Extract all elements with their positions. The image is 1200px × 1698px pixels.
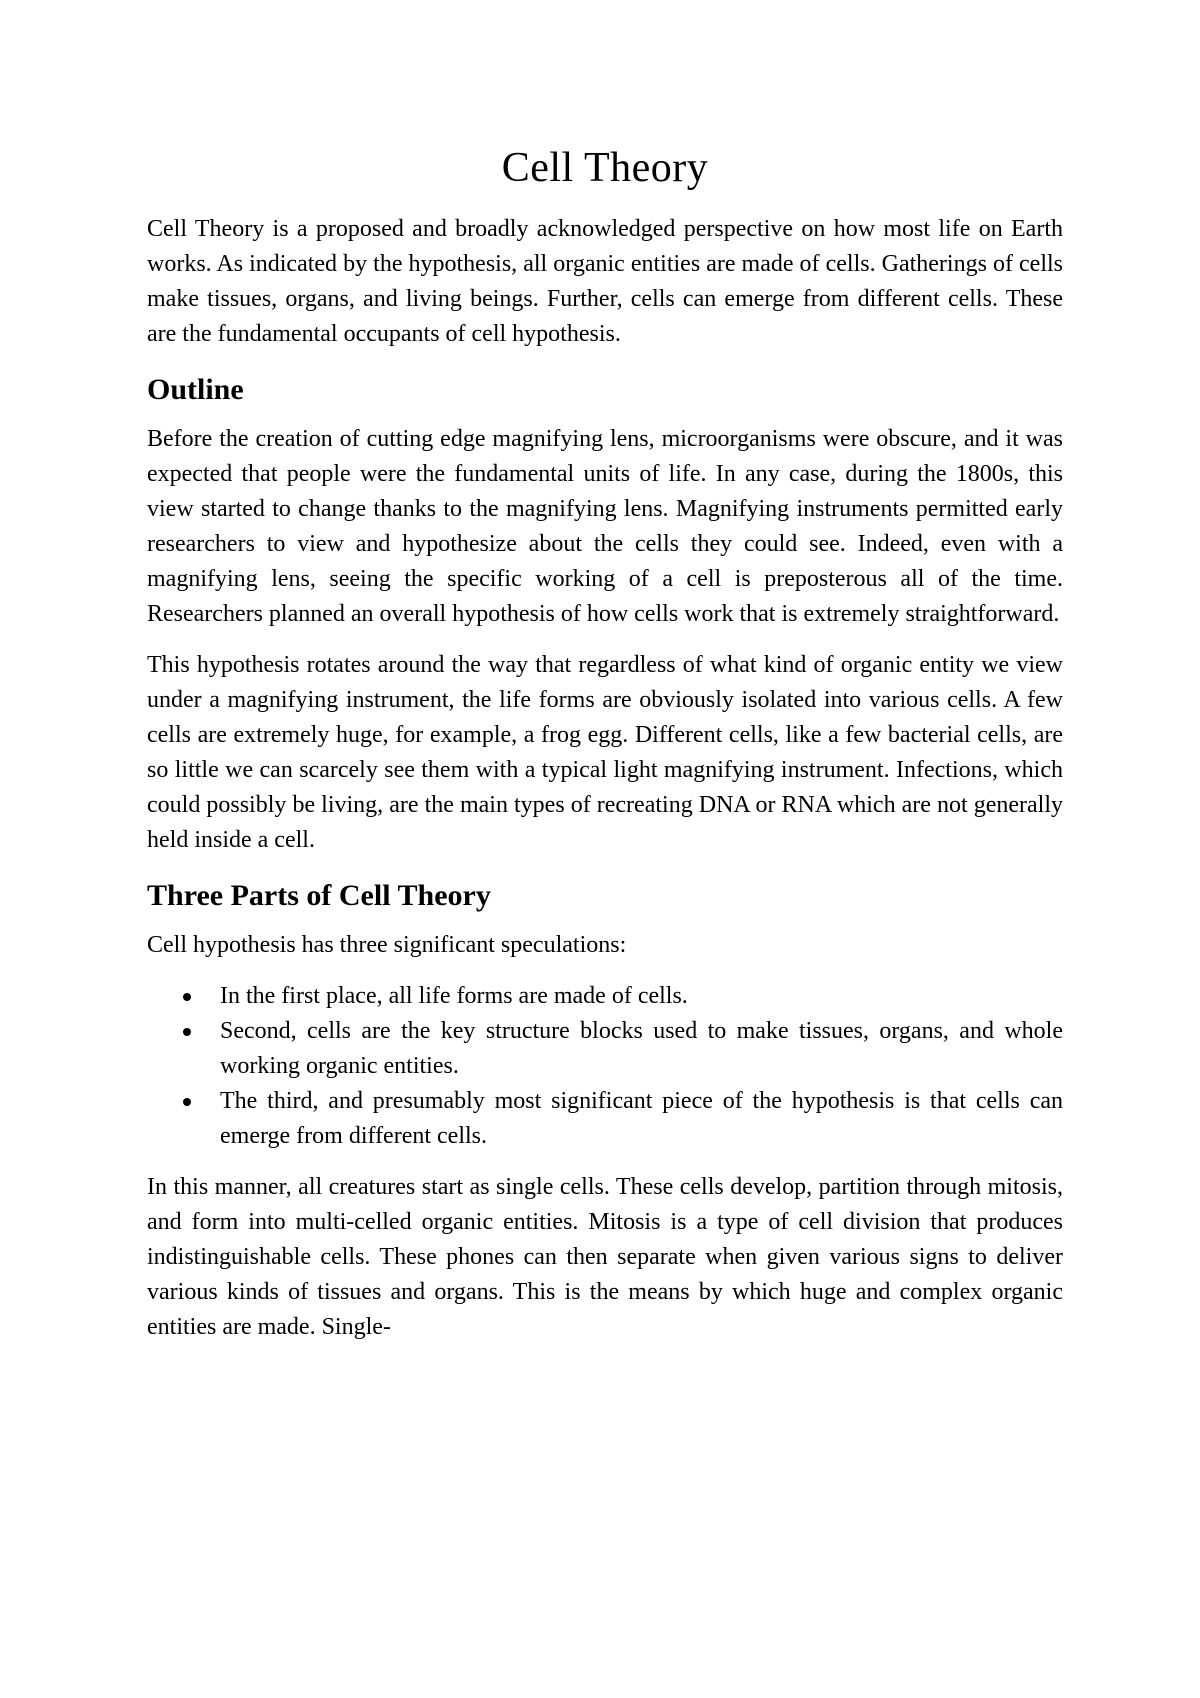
list-item xyxy=(147,979,1063,1014)
bullet-list xyxy=(147,979,1063,1154)
list-item-text: In the first place, all life forms are made of cells. xyxy=(220,983,688,1009)
outline-paragraph-2: This hypothesis rotates around the way that regardless of what kind of organic entity we view under a magnifying instrument, the life forms are obviously isolated into various cells. A few cells are extremely huge, for example, a frog egg. Different cells, like a few bacterial cells, are so little we can scarcely see them with a typical light magnifying instrument. Infections, which could possibly be living, are the main types of recreating DNA or RNA which are not generally held inside a cell. xyxy=(147,652,1063,853)
list-item xyxy=(147,1084,1063,1154)
document-body xyxy=(147,140,1063,1361)
outline-paragraph-1: Before the creation of cutting edge magnifying lens, microorganisms were obscure, and it was expected that people were the fundamental units of life. In any case, during the 1800s, this view started to change thanks to the magnifying lens. Magnifying instruments permitted early researchers to view and hypothesize about the cells they could see. Indeed, even with a magnifying lens, seeing the specific working of a cell is preposterous all of the time. Researchers planned an overall hypothesis of how cells work that is extremely straightforward. xyxy=(147,426,1063,627)
three-parts-lead: Cell hypothesis has three significant speculations: xyxy=(147,932,627,958)
bullet-icon xyxy=(183,993,191,1001)
intro-paragraph: Cell Theory is a proposed and broadly acknowledged perspective on how most life on Earth works. As indicated by the hypothesis, all organic entities are made of cells. Gatherings of cells make tissues, organs, and living beings. Further, cells can emerge from different cells. These are the fundamental occupants of cell hypothesis. xyxy=(147,216,1063,347)
section-heading-three-parts: Three Parts of Cell Theory xyxy=(147,879,491,912)
bullet-icon xyxy=(183,1098,191,1106)
bullet-icon xyxy=(183,1028,191,1036)
section-heading-outline: Outline xyxy=(147,373,244,406)
page-title: Cell Theory xyxy=(501,145,709,191)
list-item-text: The third, and presumably most significant piece of the hypothesis is that cells can emerge from different cells. xyxy=(220,1088,1063,1149)
closing-paragraph: In this manner, all creatures start as single cells. These cells develop, partition through mitosis, and form into multi-celled organic entities. Mitosis is a type of cell division that produces indistinguishable cells. These phones can then separate when given various signs to deliver various kinds of tissues and organs. This is the means by which huge and complex organic entities are made. Single- xyxy=(147,1174,1063,1340)
list-item-text: Second, cells are the key structure blocks used to make tissues, organs, and whole working organic entities. xyxy=(220,1018,1063,1079)
list-item xyxy=(147,1014,1063,1084)
